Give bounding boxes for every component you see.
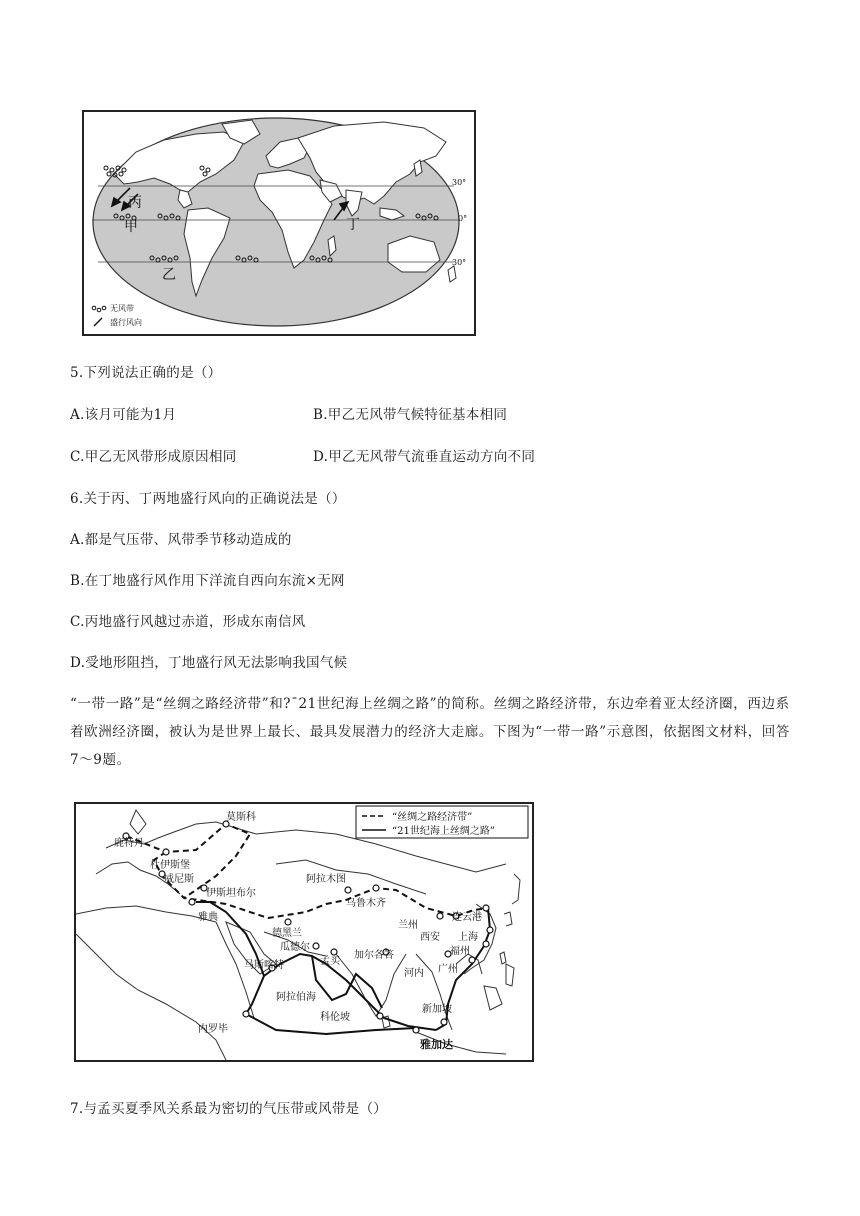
q5-option-d: D.甲乙无风带气流垂直运动方向不同 (313, 449, 536, 465)
q5-option-b: B.甲乙无风带气候特征基本相同 (313, 407, 508, 423)
q5-option-a: A.该月可能为1月 (70, 407, 177, 423)
label-ding: 丁 (346, 217, 360, 233)
label-yi: 乙 (162, 267, 176, 283)
city-shanghai: 上海 (458, 932, 478, 943)
city-kolkata: 加尔各答 (354, 950, 394, 961)
lat-label-30n: 30° (452, 178, 467, 187)
city-guangzhou: 广州 (438, 964, 458, 975)
city-rotterdam: 鹿特丹 (114, 838, 144, 849)
legend-sea-route: “21世纪海上丝绸之路” (392, 826, 495, 837)
city-nairobi: 内罗毕 (198, 1024, 228, 1035)
city-singapore: 新加坡 (422, 1004, 452, 1015)
q5-stem: 5.下列说法正确的是（） (70, 365, 222, 381)
city-almaty: 阿拉木图 (306, 874, 346, 885)
belt-road-map (74, 802, 534, 1062)
city-colombo: 科伦坡 (320, 1012, 350, 1023)
city-mumbai: 孟买 (320, 956, 340, 967)
city-moscow: 莫斯科 (226, 812, 256, 823)
city-jakarta: 雅加达 (420, 1038, 453, 1051)
city-duisburg: 杜伊斯堡 (150, 860, 190, 871)
label-bing: 丙 (128, 195, 142, 211)
legend-prevailing-wind: 盛行风向 (110, 318, 142, 327)
legend-calm-belt: 无风带 (110, 304, 134, 313)
city-athens: 雅典 (198, 912, 218, 923)
q6-option-b: B.在丁地盛行风作用下洋流自西向东流×无网 (70, 573, 345, 589)
city-lianyungang: 连云港 (452, 912, 482, 923)
q6-option-c: C.丙地盛行风越过赤道，形成东南信风 (70, 614, 306, 630)
city-istanbul: 伊斯坦布尔 (206, 888, 256, 899)
q6-option-d: D.受地形阻挡，丁地盛行风无法影响我国气候 (70, 655, 348, 671)
passage-text: “一带一路”是“丝绸之路经济带”和?ˉ21世纪海上丝绸之路”的简称。丝绸之路经济带，东边牵着亚太经济圈，西边系着欧洲经济圈，被认为是世界上最长、最具发展潜力的经济大走廊。下图为“一带一路”示意图，依据图文材料，回答7～9题。 (70, 696, 791, 768)
city-fuzhou: 福州 (450, 946, 470, 957)
city-urumqi: 乌鲁木齐 (346, 898, 386, 909)
label-arabian-sea: 阿拉伯海 (276, 992, 316, 1003)
q6-stem: 6.关于丙、丁两地盛行风向的正确说法是（） (70, 491, 346, 507)
lat-label-30s: 30° (452, 258, 467, 267)
city-muscat: 马斯喀特 (244, 960, 284, 971)
city-gwadar: 瓜德尔 (280, 942, 310, 953)
city-venice: 威尼斯 (164, 874, 194, 885)
city-xian: 西安 (420, 932, 440, 943)
city-hanoi: 河内 (404, 968, 424, 979)
legend-land-route: “丝绸之路经济带” (392, 812, 473, 823)
city-tehran: 德黑兰 (272, 928, 302, 939)
q5-option-c: C.甲乙无风带形成原因相同 (70, 449, 237, 465)
label-jia: 甲 (124, 219, 138, 235)
q6-option-a: A.都是气压带、风带季节移动造成的 (70, 532, 292, 548)
q7-stem: 7.与孟买夏季风关系最为密切的气压带或风带是（） (70, 1101, 388, 1117)
lat-label-0: 0° (458, 214, 468, 223)
world-wind-map (82, 110, 476, 336)
world-map-drawing (84, 112, 474, 334)
city-lanzhou: 兰州 (398, 920, 418, 931)
